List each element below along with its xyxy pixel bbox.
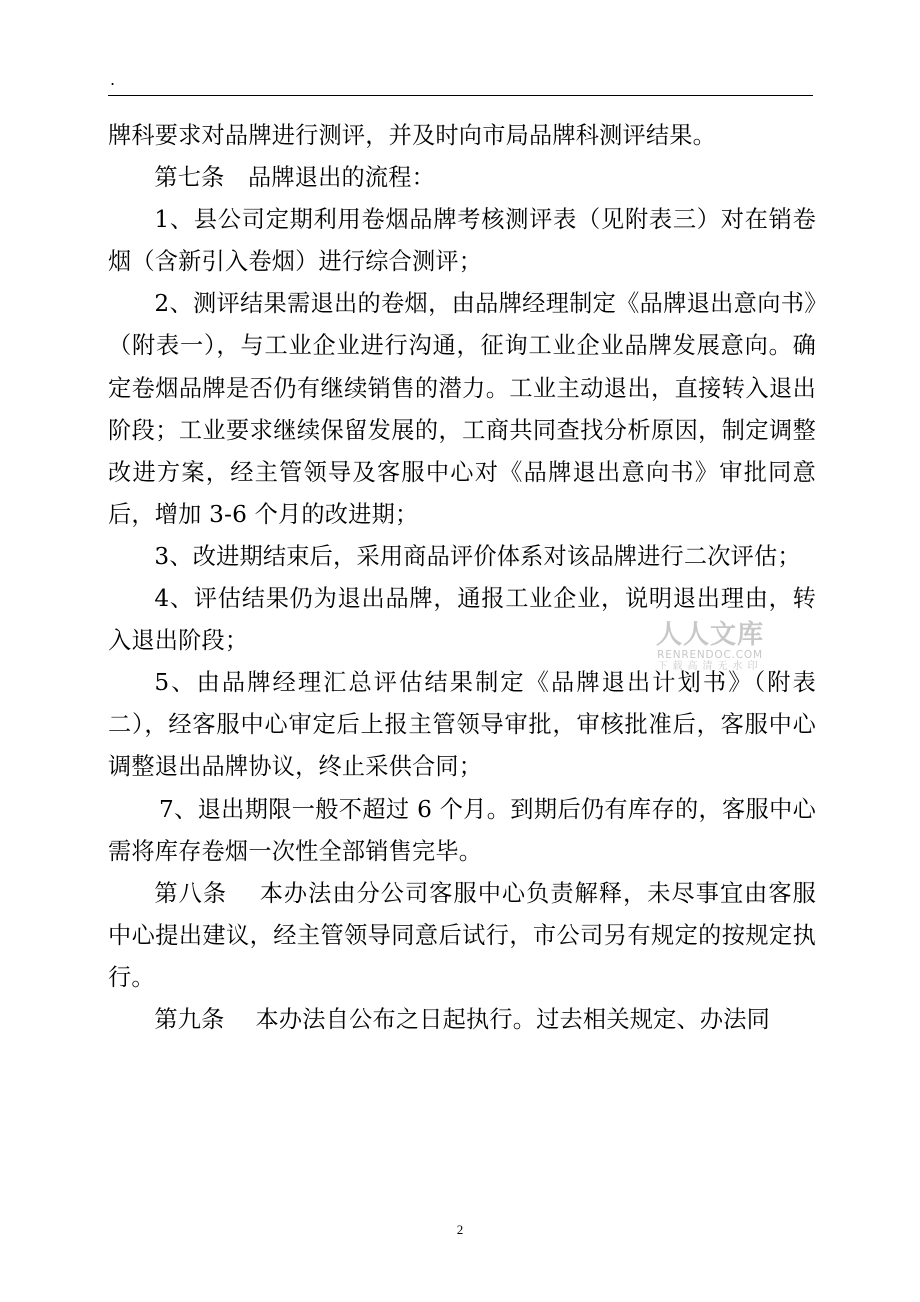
paragraph-item-2: 2、测评结果需退出的卷烟，由品牌经理制定《品牌退出意向书》（附表一），与工业企业进行沟通，征询工业企业品牌发展意向。确定卷烟品牌是否仍有继续销售的潜力。工业主动退出，直接转入退出阶段；工业要求继续保留发展的，工商共同查找分析原因，制定调整改进方案，经主管领导及客服中心对《品牌退出意向书》审批同意后，增加 3-6 个月的改进期；	[108, 290, 816, 528]
document-body	[108, 115, 816, 1041]
paragraph-item-1: 1、县公司定期利用卷烟品牌考核测评表（见附表三）对在销卷烟（含新引入卷烟）进行综合测评；	[108, 206, 816, 276]
watermark-title: 人人文库	[655, 620, 764, 650]
watermark-domain: RENRENDOC.COM	[657, 649, 763, 661]
article-9: 第九条 本办法自公布之日起执行。过去相关规定、办法同	[154, 1005, 771, 1033]
article-8: 第八条 本办法由分公司客服中心负责解释，未尽事宜由客服中心提出建议，经主管领导同意后试行，市公司另有规定的按规定执行。	[108, 879, 816, 991]
header-rule	[108, 95, 813, 96]
paragraph-item-7: 7、退出期限一般不超过 6 个月。到期后仍有库存的，客服中心需将库存卷烟一次性全部销售完毕。	[108, 795, 816, 865]
watermark-slogan: 下载高清无水印	[657, 660, 763, 672]
page-number: 2	[456, 1222, 464, 1237]
paragraph-continuation: 牌科要求对品牌进行测评，并及时向市局品牌科测评结果。	[108, 122, 717, 149]
watermark	[648, 622, 772, 672]
paragraph-item-3: 3、改进期结束后，采用商品评价体系对该品牌进行二次评估；	[154, 542, 801, 570]
header-mark: .	[110, 70, 116, 89]
paragraph-item-5: 5、由品牌经理汇总评估结果制定《品牌退出计划书》（附表二），经客服中心审定后上报主管领导审批，审核批准后，客服中心调整退出品牌协议，终止采供合同；	[108, 669, 816, 781]
paragraph-item-4: 4、评估结果仍为退出品牌，通报工业企业，说明退出理由，转入退出阶段；	[108, 585, 816, 655]
article-7-heading: 第七条 品牌退出的流程：	[154, 164, 436, 192]
